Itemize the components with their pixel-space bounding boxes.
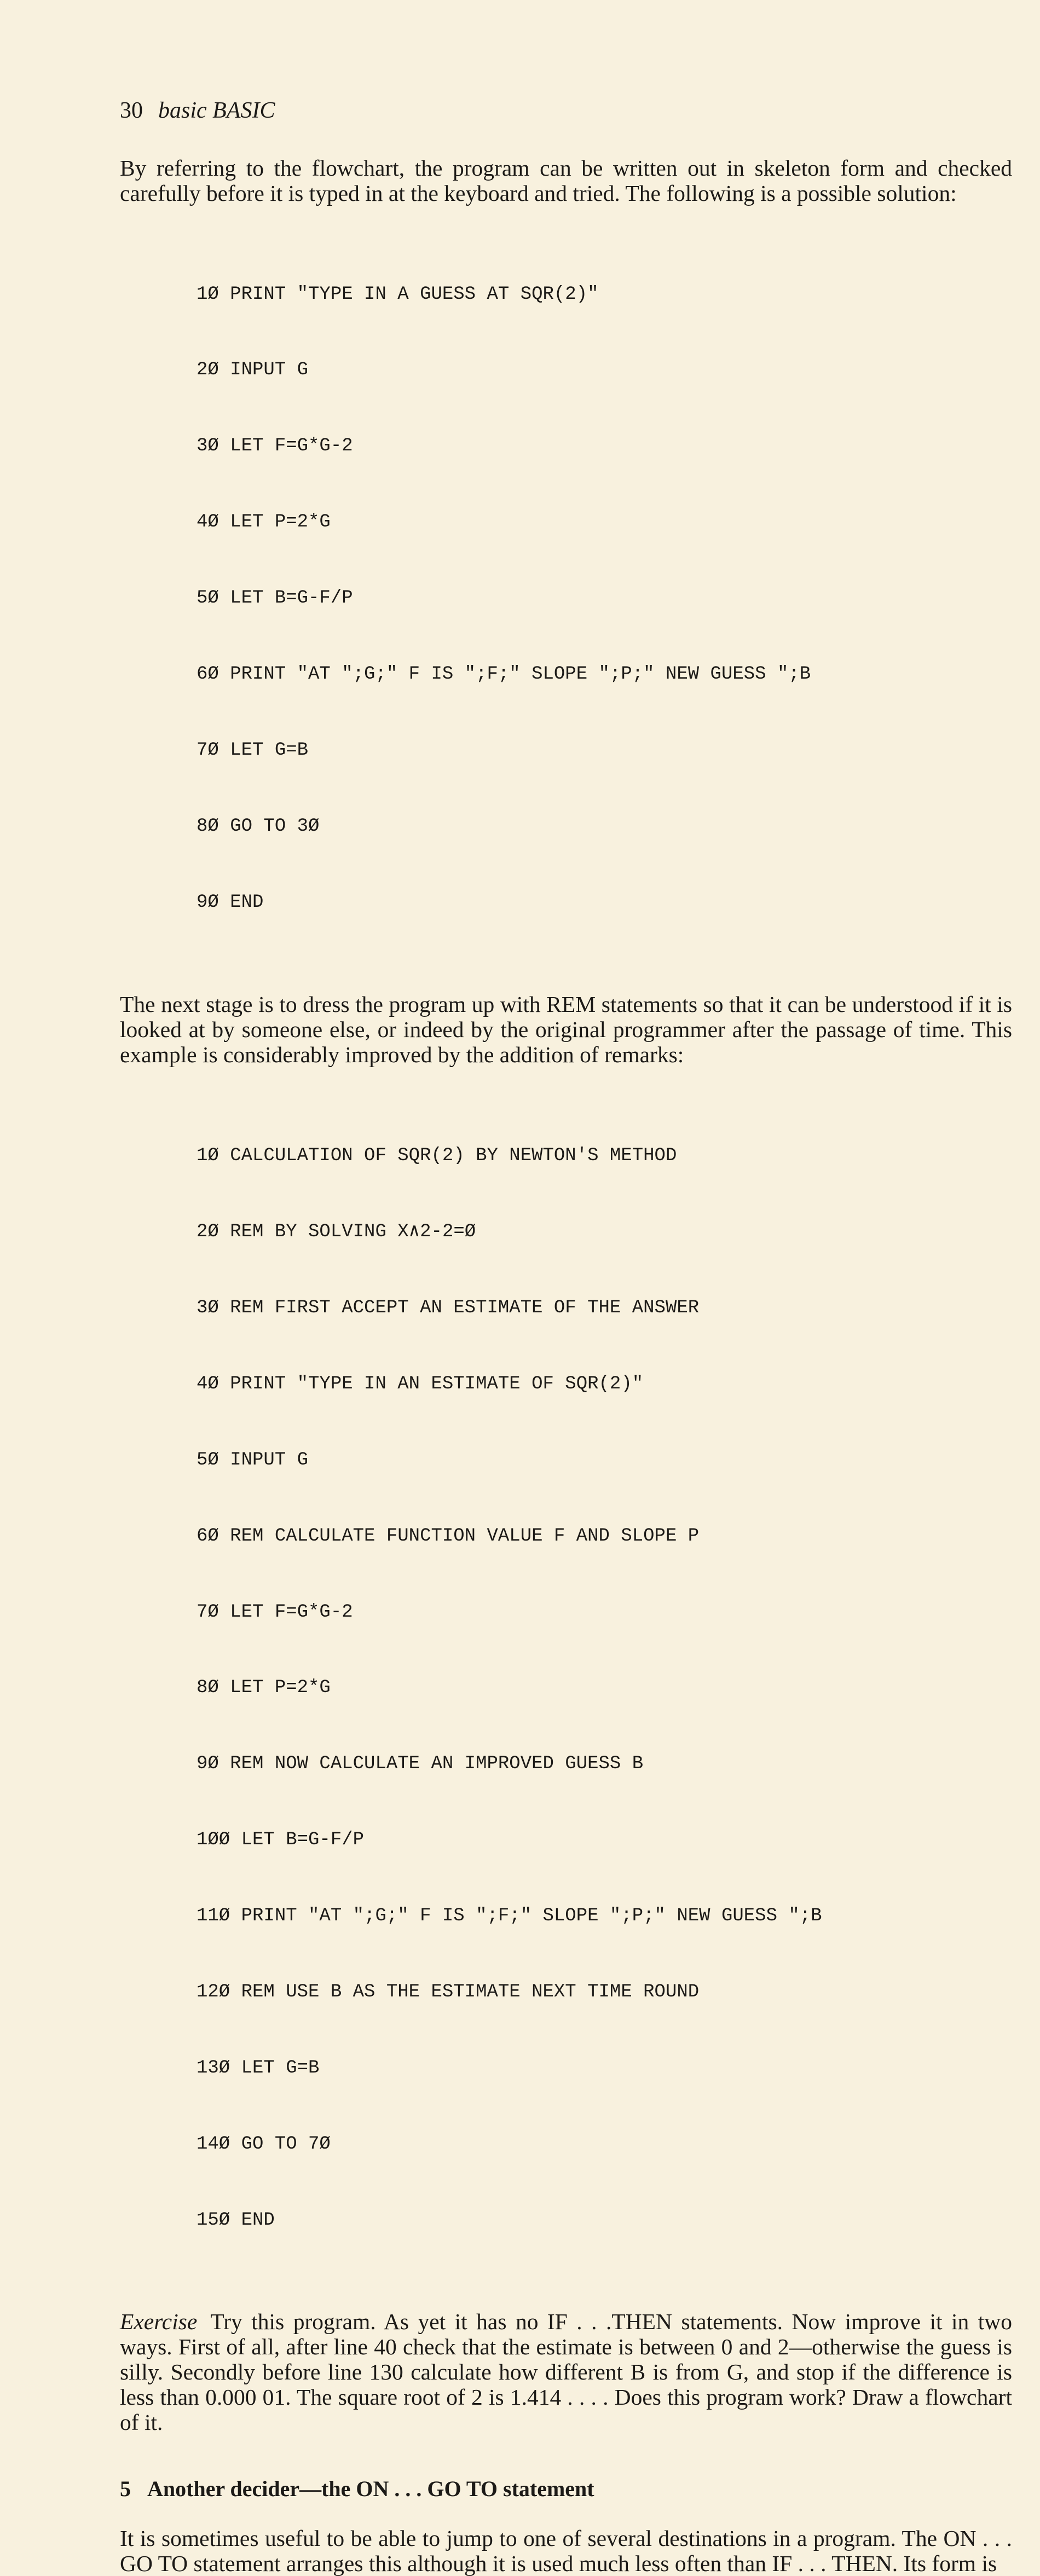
code-line: 4Ø PRINT "TYPE IN AN ESTIMATE OF SQR(2)" bbox=[197, 1373, 644, 1394]
section-title: Another decider—the ON . . . GO TO statement bbox=[147, 2476, 594, 2501]
code-line: 2Ø REM BY SOLVING X∧2-2=Ø bbox=[197, 1222, 476, 1243]
code-line: 3Ø REM FIRST ACCEPT AN ESTIMATE OF THE ANSWER bbox=[197, 1297, 700, 1318]
intro-paragraph: By referring to the flowchart, the program can be written out in skeleton form and checked carefully before it is typed in at the keyboard and tried. The following is a possible solution: bbox=[120, 155, 1012, 206]
exercise-paragraph bbox=[120, 2309, 1012, 2435]
code-line: 3Ø LET F=G*G-2 bbox=[197, 436, 353, 457]
code-line: 5Ø INPUT G bbox=[197, 1449, 309, 1471]
code-line: 6Ø REM CALCULATE FUNCTION VALUE F AND SLOPE P bbox=[197, 1525, 700, 1547]
code-line: 4Ø LET P=2*G bbox=[197, 512, 331, 533]
code-line: 12Ø REM USE B AS THE ESTIMATE NEXT TIME ROUND bbox=[197, 1982, 700, 2002]
code-line: 7Ø LET F=G*G-2 bbox=[197, 1601, 353, 1623]
page-number: 30 bbox=[120, 98, 143, 123]
code-line: 13Ø LET G=B bbox=[197, 2057, 320, 2079]
code-line: 2Ø INPUT G bbox=[197, 360, 309, 381]
section-heading bbox=[120, 2475, 1012, 2503]
code-line: 8Ø LET P=2*G bbox=[197, 1677, 331, 1699]
book-title: basic BASIC bbox=[158, 98, 275, 123]
program-listing-1 bbox=[120, 231, 1012, 966]
code-line: 6Ø PRINT "AT ";G;" F IS ";F;" SLOPE ";P;" NEW GUESS ";B bbox=[197, 664, 811, 685]
code-line: 14Ø GO TO 7Ø bbox=[197, 2133, 331, 2155]
code-line: 9Ø END bbox=[197, 892, 264, 913]
rem-paragraph: The next stage is to dress the program up with REM statements so that it can be understood if it is looked at by someone else, or indeed by the original programmer after the passage of time. This example is considerably improved by the addition of remarks: bbox=[120, 991, 1012, 1067]
exercise-label: Exercise bbox=[120, 2308, 198, 2334]
running-head bbox=[120, 94, 1012, 127]
code-line: 9Ø REM NOW CALCULATE AN IMPROVED GUESS B bbox=[197, 1753, 644, 1775]
code-line: 8Ø GO TO 3Ø bbox=[197, 815, 320, 837]
code-line: 11Ø PRINT "AT ";G;" F IS ";F;" SLOPE ";P;" NEW GUESS ";B bbox=[197, 1906, 822, 1927]
exercise-text: Try this program. As yet it has no IF . . .THEN statements. Now improve it in two ways. First of all, after line 40 check that the estimate is between 0 and 2—otherwise the guess is silly. Secondly before line 130 calculate how different B is from G, and stop if the difference is less than 0.000 01. The square root of 2 is 1.414 . . . . Does this program work? Draw a flowchart of it. bbox=[120, 2308, 1012, 2435]
code-line: 15Ø END bbox=[197, 2209, 275, 2231]
book-page bbox=[120, 94, 1012, 2576]
section-number: 5 bbox=[120, 2476, 131, 2501]
program-listing-2 bbox=[120, 1093, 1012, 2284]
code-line: 5Ø LET B=G-F/P bbox=[197, 588, 353, 609]
code-line: 1Ø PRINT "TYPE IN A GUESS AT SQR(2)" bbox=[197, 283, 599, 305]
on-goto-paragraph: It is sometimes useful to be able to jump to one of several destinations in a program. The ON . . . GO TO statement arranges this although it is used much less often than IF . . . THEN. Its form is bbox=[120, 2525, 1012, 2576]
code-line: 7Ø LET G=B bbox=[197, 739, 309, 761]
code-line: 1Ø CALCULATION OF SQR(2) BY NEWTON'S METHOD bbox=[197, 1145, 677, 1167]
code-line: 1ØØ LET B=G-F/P bbox=[197, 1830, 365, 1851]
